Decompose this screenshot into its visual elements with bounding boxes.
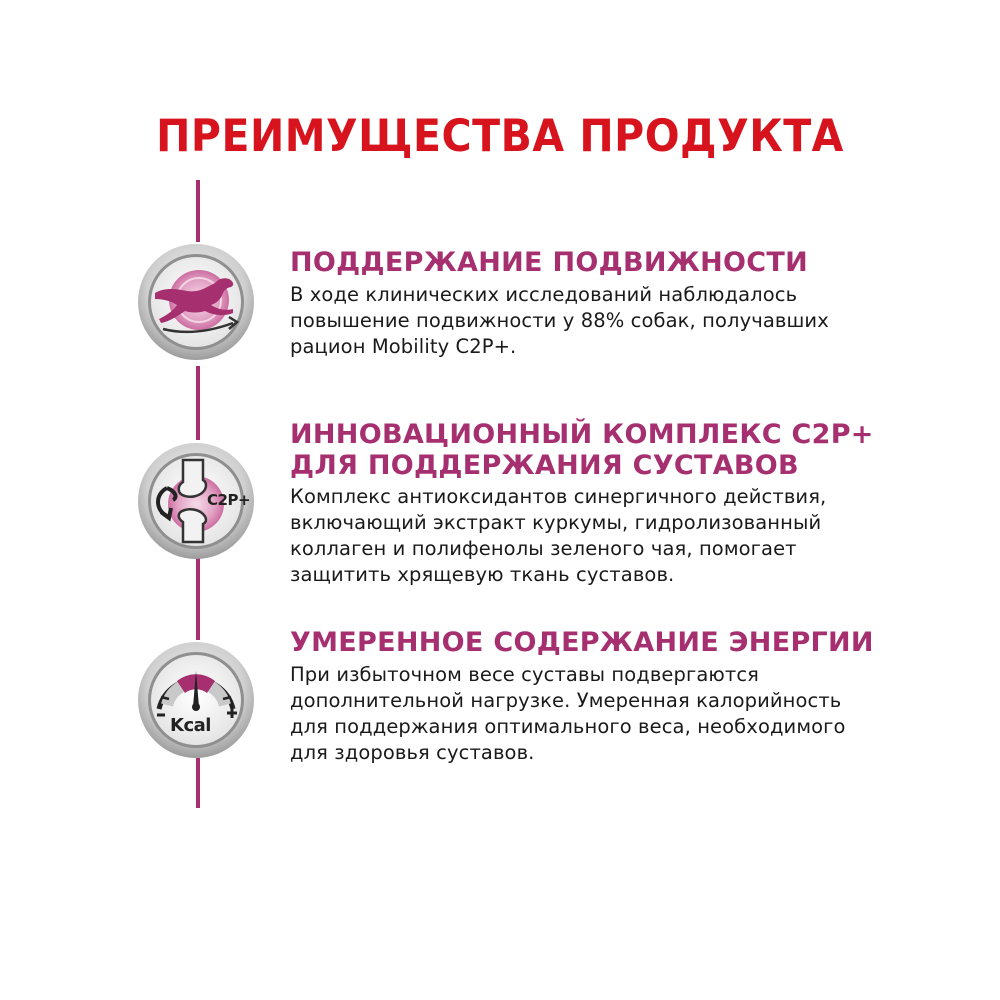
benefit-title-line: ИННОВАЦИОННЫЙ КОМПЛЕКС C2P+ bbox=[290, 419, 874, 450]
benefit-title-line: УМЕРЕННОЕ СОДЕРЖАНИЕ ЭНЕРГИИ bbox=[290, 627, 874, 658]
benefit-text-line: для поддержания оптимального веса, необходимого bbox=[290, 715, 846, 738]
benefit-mobility bbox=[290, 247, 930, 360]
benefit-text bbox=[290, 484, 930, 588]
benefit-text-line: повышение подвижности у 88% собак, получавших bbox=[290, 309, 829, 332]
c2p-icon-label: C2P+ bbox=[207, 491, 251, 509]
benefit-text bbox=[290, 282, 930, 360]
joint-c2p-icon bbox=[137, 442, 255, 560]
benefit-text-line: Комплекс антиоксидантов синергичного действия, bbox=[290, 485, 827, 508]
benefit-energy bbox=[290, 627, 930, 766]
benefit-text-line: включающий экстракт куркумы, гидролизованный bbox=[290, 511, 822, 534]
benefit-text-line: дополнительной нагрузке. Умеренная калорийность bbox=[290, 689, 842, 712]
page-title: ПРЕИМУЩЕСТВА ПРОДУКТА bbox=[156, 110, 844, 162]
benefit-title bbox=[290, 419, 930, 481]
benefit-title-line: ДЛЯ ПОДДЕРЖАНИЯ СУСТАВОВ bbox=[290, 450, 799, 481]
timeline-line bbox=[196, 758, 200, 808]
kcal-icon-label: Kcal bbox=[170, 715, 211, 736]
benefit-text-line: коллаген и полифенолы зеленого чая, помогает bbox=[290, 537, 797, 560]
benefit-c2p-complex bbox=[290, 419, 930, 588]
benefit-text-line: защитить хрящевую ткань суставов. bbox=[290, 563, 675, 586]
timeline-line bbox=[196, 558, 200, 640]
benefit-title bbox=[290, 247, 930, 278]
benefit-text-line: для здоровья суставов. bbox=[290, 741, 535, 764]
benefit-text bbox=[290, 662, 930, 766]
benefit-text-line: рацион Mobility C2P+. bbox=[290, 335, 517, 358]
benefit-title bbox=[290, 627, 930, 658]
timeline-line bbox=[196, 180, 200, 242]
benefit-text-line: В ходе клинических исследований наблюдалось bbox=[290, 283, 798, 306]
running-dog-icon bbox=[137, 243, 255, 361]
benefit-title-line: ПОДДЕРЖАНИЕ ПОДВИЖНОСТИ bbox=[290, 247, 808, 278]
timeline-line bbox=[196, 366, 200, 440]
kcal-gauge-icon bbox=[137, 641, 255, 759]
benefit-text-line: При избыточном весе суставы подвергаются bbox=[290, 663, 760, 686]
